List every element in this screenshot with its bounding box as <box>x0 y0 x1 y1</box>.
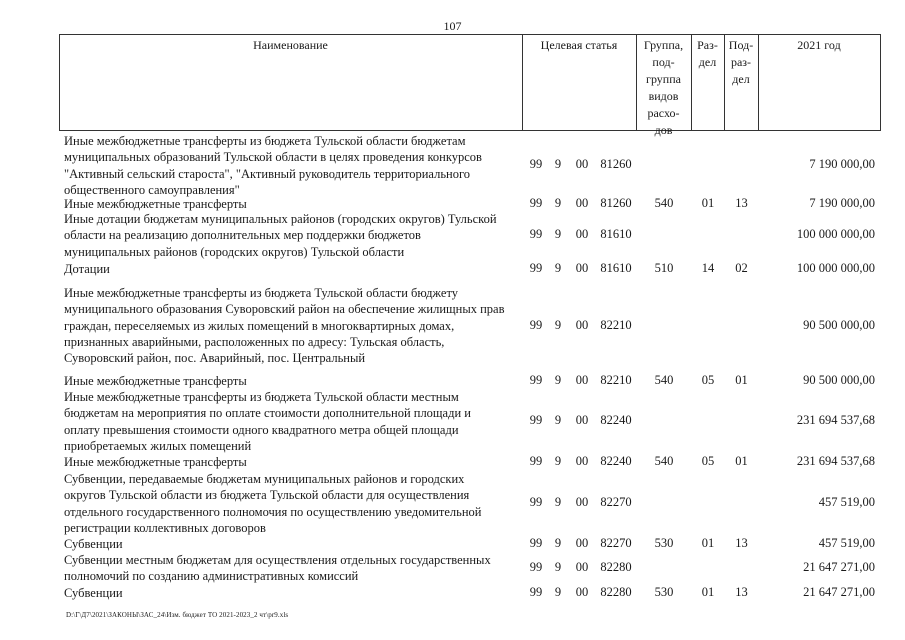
row-name-line: Субвенции <box>64 586 123 600</box>
target-code-main-event: 00 <box>575 413 589 428</box>
target-code-subprogram: 9 <box>554 317 562 332</box>
row-name-line: бюджетам на мероприятия по оплате стоимости дополнительной площади и <box>64 406 471 421</box>
row-name-line: муниципальных районов (городских округов) Тульской области <box>64 244 405 259</box>
target-code-main-event: 00 <box>575 536 589 550</box>
target-code-main-event: 00 <box>575 261 589 275</box>
row-amount: 7 190 000,00 <box>809 157 875 172</box>
row-name <box>64 373 526 389</box>
column-divider <box>880 34 881 131</box>
row-name <box>64 211 526 260</box>
row-amount: 231 694 537,68 <box>796 413 875 428</box>
row-amount: 457 519,00 <box>818 495 875 510</box>
target-code-program: 99 <box>529 560 543 575</box>
target-code-main-event: 00 <box>575 373 589 387</box>
row-name-line: Иные межбюджетные трансферты из бюджета Тульской области бюджету <box>64 286 458 300</box>
header-subsection: Под- раз- дел <box>728 38 754 86</box>
target-code-direction: 82240 <box>600 413 632 428</box>
target-code-program: 99 <box>529 261 543 275</box>
row-name-line: регистрации коллективных договоров <box>64 520 266 535</box>
row-name-line: граждан, переселяемых из жилых помещений в многоквартирных домах, <box>64 318 455 333</box>
row-name <box>64 552 526 585</box>
row-name-line: Иные межбюджетные трансферты <box>64 197 247 211</box>
target-code-main-event: 00 <box>575 560 589 575</box>
target-code-program: 99 <box>529 157 543 172</box>
row-name-line: "Активный сельский староста", "Активный руководитель территориального <box>64 166 471 181</box>
target-code-subprogram: 9 <box>554 157 562 172</box>
row-name <box>64 471 526 536</box>
target-code-program: 99 <box>529 495 543 510</box>
row-amount: 90 500 000,00 <box>803 373 875 387</box>
target-code-program: 99 <box>529 413 543 428</box>
target-code-program: 99 <box>529 536 543 550</box>
target-code-program: 99 <box>529 454 543 468</box>
row-name <box>64 454 526 470</box>
section-code: 14 <box>701 261 715 275</box>
target-code-direction: 82280 <box>600 585 632 599</box>
row-name <box>64 389 526 454</box>
row-name-line: Субвенции <box>64 537 123 551</box>
expense-group: 530 <box>654 536 674 550</box>
expense-group: 540 <box>654 454 674 468</box>
target-code-program: 99 <box>529 227 543 242</box>
expense-group: 510 <box>654 261 674 275</box>
target-code-subprogram: 9 <box>554 413 562 428</box>
row-name-line: Суворовский район, пос. Аварийный, пос. Центральный <box>64 351 366 366</box>
row-name-line: оплату превышения стоимости одного квадратного метра общей площади <box>64 422 459 437</box>
target-code-main-event: 00 <box>575 157 589 172</box>
row-name <box>64 285 526 366</box>
target-code-direction: 81610 <box>600 227 632 242</box>
target-code-direction: 82280 <box>600 560 632 575</box>
target-code-main-event: 00 <box>575 454 589 468</box>
target-code-subprogram: 9 <box>554 373 562 387</box>
subsection-code: 13 <box>735 536 748 550</box>
row-name-line: муниципального образования Суворовский район на обеспечение жилищных прав <box>64 302 505 317</box>
section-code: 05 <box>701 454 715 468</box>
target-code-subprogram: 9 <box>554 454 562 468</box>
target-code-subprogram: 9 <box>554 585 562 599</box>
row-name-line: общественного самоуправления" <box>64 182 240 197</box>
target-code-direction: 81610 <box>600 261 632 275</box>
target-code-program: 99 <box>529 196 543 210</box>
expense-group: 540 <box>654 373 674 387</box>
row-name-line: отдельного государственного полномочия по осуществлению уведомительной <box>64 504 482 519</box>
row-name-line: полномочий по созданию административных комиссий <box>64 569 359 584</box>
footer-file-path: D:\Г\Д7\2021\ЗАКОНЫ\ЗАС_24\Изм. бюджет ТО 2021-2023_2 чт\pr9.xls <box>66 611 289 619</box>
target-code-main-event: 00 <box>575 227 589 242</box>
target-code-subprogram: 9 <box>554 261 562 275</box>
row-name <box>64 196 526 212</box>
target-code-main-event: 00 <box>575 196 589 210</box>
row-name-line: области на реализацию дополнительных мер поддержки бюджетов <box>64 228 421 243</box>
row-amount: 231 694 537,68 <box>796 454 875 468</box>
subsection-code: 13 <box>735 196 748 210</box>
target-code-program: 99 <box>529 317 543 332</box>
target-code-main-event: 00 <box>575 585 589 599</box>
row-name-line: Субвенции, передаваемые бюджетам муниципальных районов и городских <box>64 472 465 486</box>
section-code: 05 <box>701 373 715 387</box>
header-target: Целевая статья <box>540 38 618 52</box>
row-name-line: Дотации <box>64 262 110 276</box>
target-code-subprogram: 9 <box>554 495 562 510</box>
row-amount: 7 190 000,00 <box>809 196 875 210</box>
header-year: 2021 год <box>797 38 841 52</box>
subsection-code: 13 <box>735 585 748 599</box>
target-code-main-event: 00 <box>575 495 589 510</box>
section-code: 01 <box>701 536 715 550</box>
target-code-program: 99 <box>529 373 543 387</box>
subsection-code: 02 <box>735 261 748 275</box>
row-name-line: Иные дотации бюджетам муниципальных районов (городских округов) Тульской <box>64 212 497 226</box>
target-code-direction: 81260 <box>600 196 632 210</box>
row-name-line: муниципальных образований Тульской области в целях проведения конкурсов <box>64 150 482 165</box>
subsection-code: 01 <box>735 454 748 468</box>
target-code-direction: 82210 <box>600 373 632 387</box>
row-name-line: Иные межбюджетные трансферты из бюджета Тульской области местным <box>64 390 459 404</box>
row-amount: 457 519,00 <box>818 536 875 550</box>
target-code-main-event: 00 <box>575 317 589 332</box>
row-name-line: Иные межбюджетные трансферты <box>64 455 247 469</box>
target-code-direction: 81260 <box>600 157 632 172</box>
header-name: Наименование <box>253 38 328 52</box>
section-code: 01 <box>701 196 715 210</box>
expense-group: 540 <box>654 196 674 210</box>
expense-group: 530 <box>654 585 674 599</box>
row-name <box>64 585 526 601</box>
target-code-direction: 82210 <box>600 317 632 332</box>
target-code-program: 99 <box>529 585 543 599</box>
subsection-code: 01 <box>735 373 748 387</box>
row-amount: 100 000 000,00 <box>796 261 875 275</box>
target-code-subprogram: 9 <box>554 227 562 242</box>
header-group: Группа, под- группа видов расхо- дов <box>643 38 684 137</box>
row-amount: 21 647 271,00 <box>803 585 875 599</box>
row-name-line: Иные межбюджетные трансферты <box>64 374 247 388</box>
row-name <box>64 261 526 277</box>
row-name-line: Субвенции местным бюджетам для осуществления отдельных государственных <box>64 553 491 567</box>
row-name-line: Иные межбюджетные трансферты из бюджета Тульской области бюджетам <box>64 134 466 148</box>
row-name <box>64 133 526 198</box>
row-name-line: округов Тульской области из бюджета Тульской области для осуществления <box>64 488 470 503</box>
target-code-direction: 82270 <box>600 495 632 510</box>
section-code: 01 <box>701 585 715 599</box>
row-amount: 100 000 000,00 <box>796 227 875 242</box>
row-amount: 90 500 000,00 <box>803 317 875 332</box>
target-code-subprogram: 9 <box>554 560 562 575</box>
target-code-direction: 82240 <box>600 454 632 468</box>
header-section: Раз- дел <box>697 38 718 69</box>
row-name-line: приобретаемых жилых помещений <box>64 438 252 453</box>
row-amount: 21 647 271,00 <box>803 560 875 575</box>
target-code-subprogram: 9 <box>554 536 562 550</box>
target-code-subprogram: 9 <box>554 196 562 210</box>
row-name-line: признанных аварийными, расположенных по адресу: Тульская область, <box>64 334 445 349</box>
row-name <box>64 536 526 552</box>
page-number: 107 <box>443 19 462 33</box>
target-code-direction: 82270 <box>600 536 632 550</box>
